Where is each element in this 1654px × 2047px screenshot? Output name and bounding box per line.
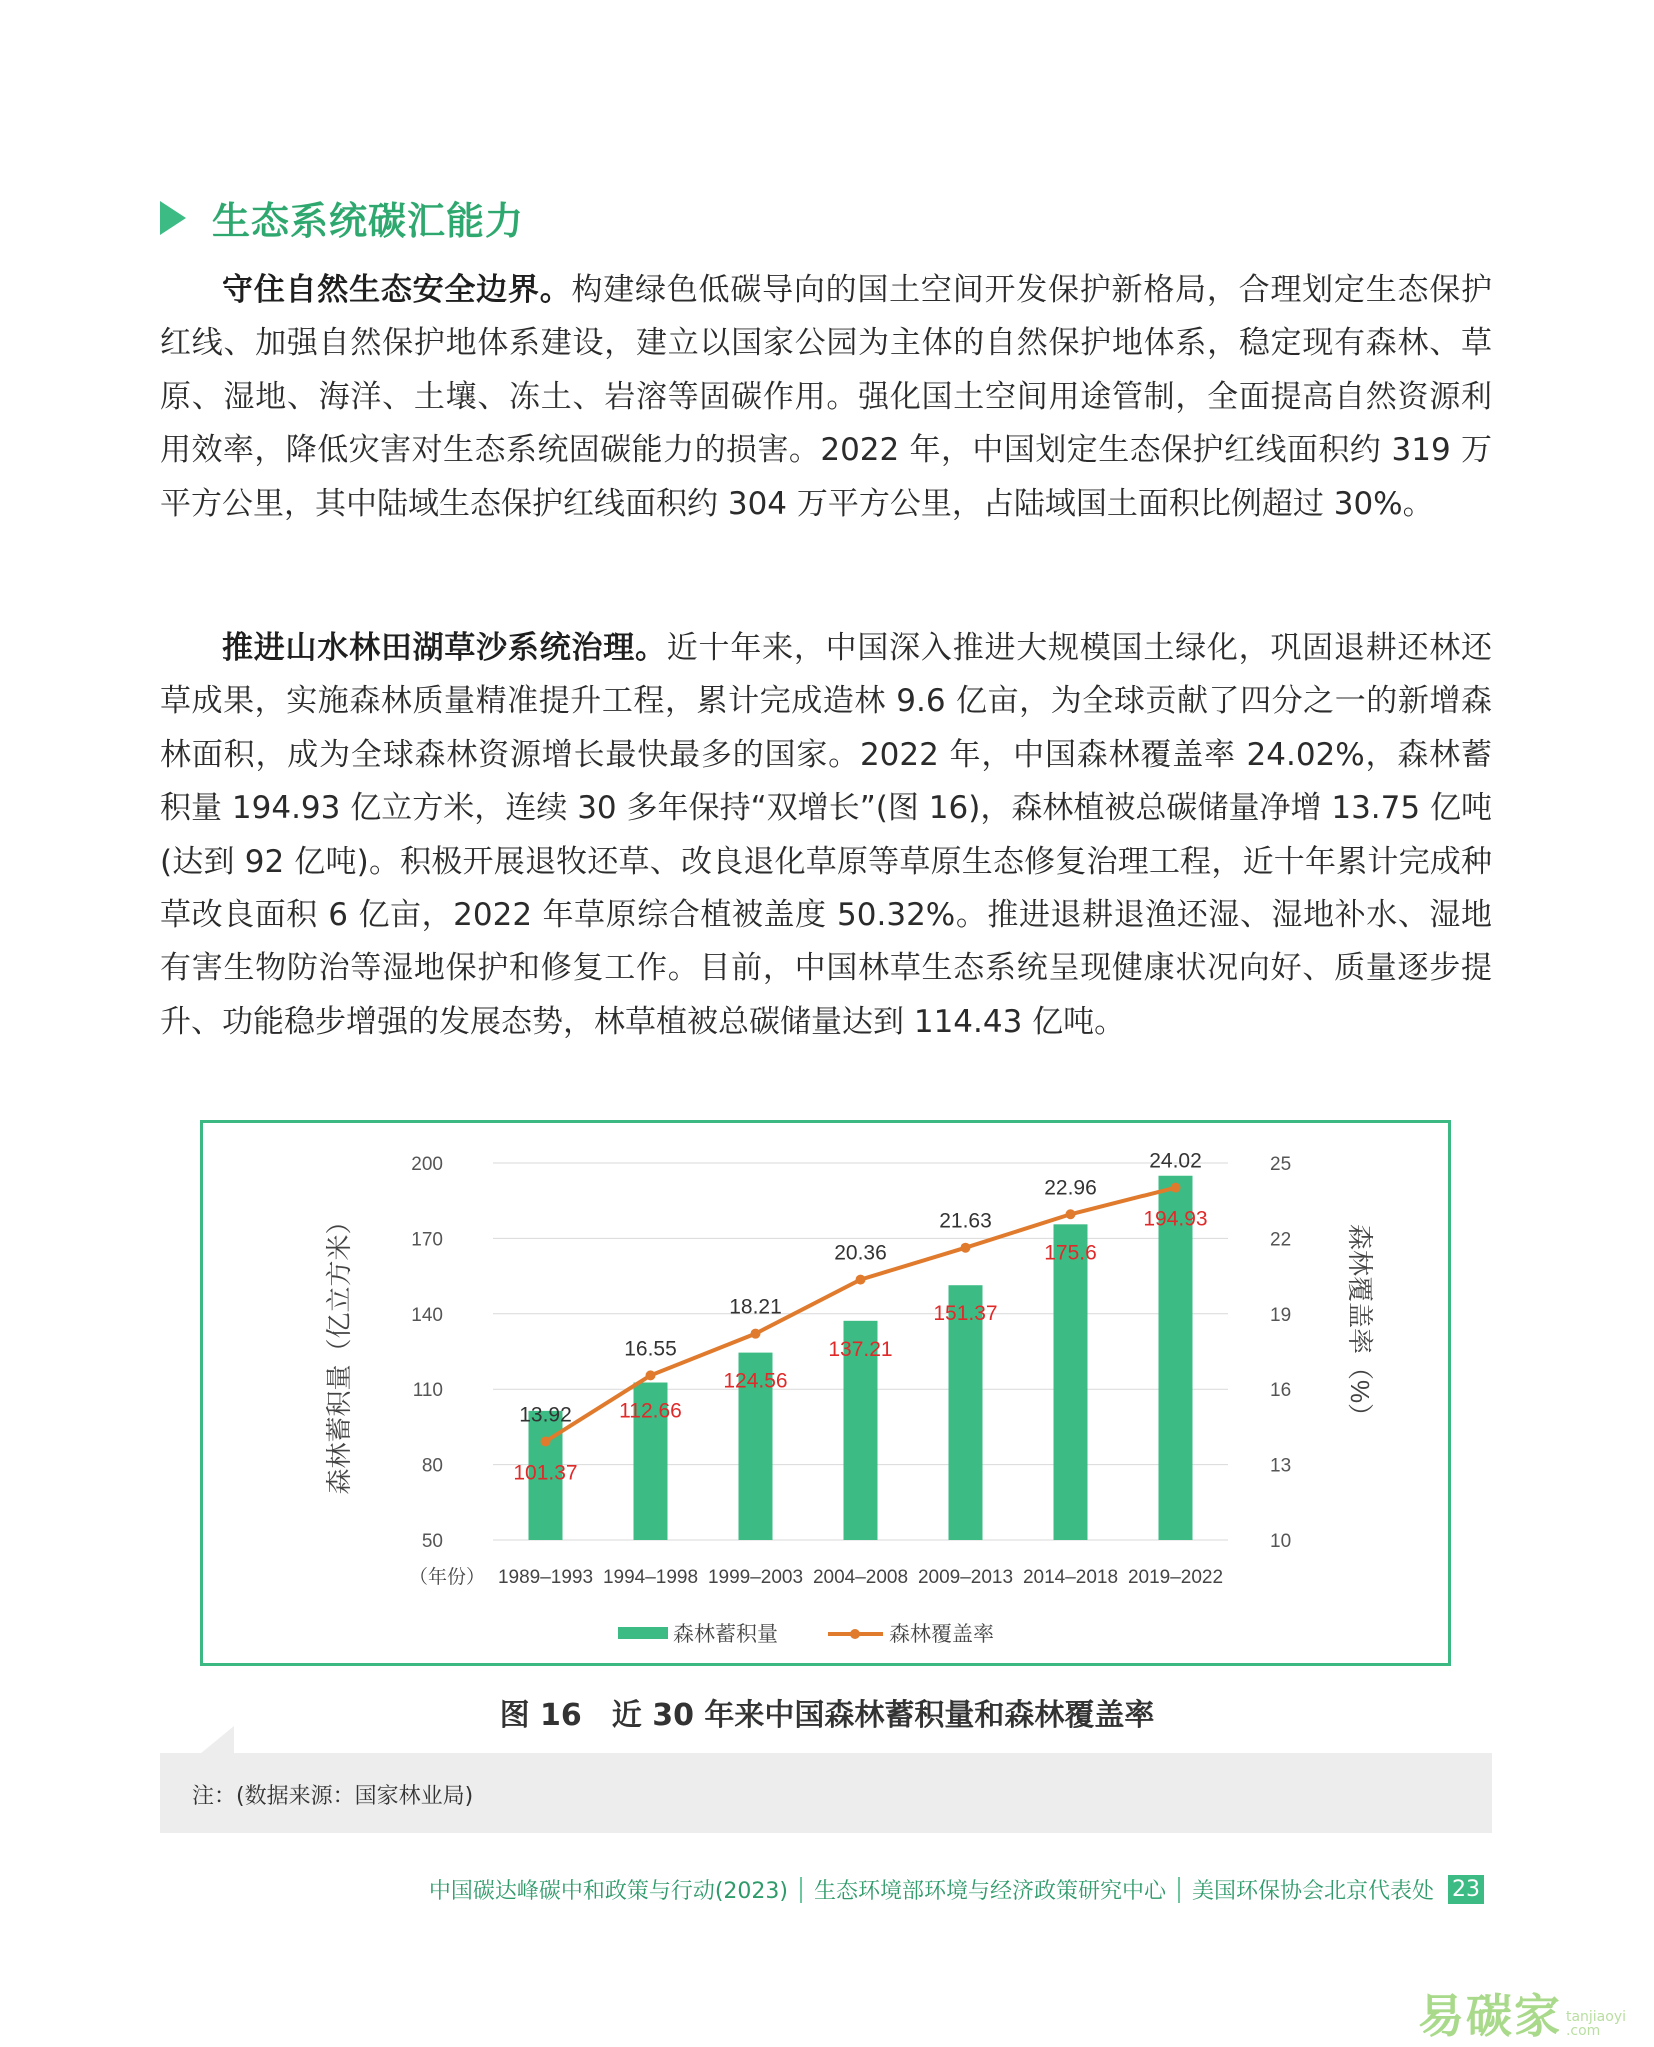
y-tick-label: 50 [421, 1531, 443, 1552]
y2-tick-label: 16 [1270, 1380, 1292, 1402]
chart-frame [200, 1120, 1451, 1666]
note-tab [200, 1726, 234, 1754]
y-tick-label: 140 [411, 1304, 443, 1326]
footer-publication: 中国碳达峰碳中和政策与行动(2023) [428, 1879, 788, 1904]
y2-tick-label: 10 [1270, 1531, 1292, 1552]
watermark-sub-line2: .com [1565, 2023, 1601, 2039]
line-data-label: 20.36 [834, 1241, 887, 1265]
paragraph-lead: 守住自然生态安全边界。 [222, 272, 572, 308]
line-data-label: 24.02 [1149, 1149, 1202, 1173]
x-tick-label: 2009–2013 [917, 1567, 1014, 1588]
line-data-label: 13.92 [519, 1403, 572, 1427]
section-heading [160, 190, 524, 245]
bar [1054, 1224, 1088, 1540]
y-tick-label: 200 [411, 1154, 443, 1175]
x-tick-label: 2004–2008 [812, 1567, 909, 1588]
line-point [1171, 1183, 1181, 1193]
x-tick-label: 2014–2018 [1022, 1567, 1119, 1588]
forest-chart [203, 1123, 1448, 1663]
line-data-label: 22.96 [1044, 1176, 1097, 1200]
footer-separator [800, 1877, 802, 1903]
line-point [541, 1436, 551, 1446]
line-point [1066, 1209, 1076, 1219]
line-point [646, 1370, 656, 1380]
line-data-label: 16.55 [624, 1337, 677, 1361]
figure-caption: 图 16 近 30 年来中国森林蓄积量和森林覆盖率 [499, 1698, 1155, 1733]
bar-data-label: 137.21 [828, 1337, 893, 1361]
page-footer [429, 1874, 1484, 1905]
x-tick-label: 1994–1998 [602, 1567, 699, 1588]
paragraph-text: 近十年来，中国深入推进大规模国土绿化，巩固退耕还林还草成果，实施森林质量精准提升工程，累计完成造林 9.6 亿亩，为全球贡献了四分之一的新增森林面积，成为全球森林资源增长最快最多的国家。2022 年，中国森林覆盖率 24.02%，森林蓄积量 194.93 亿立方米，连续 30 多年保持“双增长”(图 16)，森林植被总碳储量净增 13.75 亿吨(达到 92 亿吨)。积极开展退牧还草、改良退化草原等草原生态修复治理工程，近十年累计完成种草改良面积 6 亿亩，2022 年草原综合植被盖度 50.32%。推进退耕退渔还湿、湿地补水、湿地有害生物防治等湿地保护和修复工作。目前，中国林草生态系统呈现健康状况向好、质量逐步提升、功能稳步增强的发展态势，林草植被总碳储量达到 114.43 亿吨。 [160, 630, 1493, 1040]
y2-tick-label: 25 [1270, 1154, 1292, 1175]
bar-data-label: 151.37 [933, 1302, 998, 1326]
y2-axis-label: 森林覆盖率（%） [1345, 1223, 1375, 1430]
note-text: 注：(数据来源：国家林业局) [192, 1784, 474, 1809]
legend-swatch-bar [618, 1627, 668, 1639]
line-data-label: 18.21 [729, 1295, 782, 1319]
page-number: 23 [1448, 1875, 1484, 1904]
watermark-main: 易碳家 [1417, 1989, 1562, 2043]
line-point [751, 1329, 761, 1339]
x-tick-label: 1999–2003 [707, 1567, 804, 1588]
y-tick-label: 80 [421, 1455, 443, 1477]
x-tick-label: 2019–2022 [1127, 1567, 1224, 1588]
line-point [856, 1275, 866, 1285]
line-data-label: 21.63 [939, 1209, 992, 1233]
paragraph-system-governance [160, 622, 1492, 1049]
watermark-logo [1418, 1980, 1626, 2046]
y2-tick-label: 19 [1270, 1304, 1292, 1326]
note-box [160, 1753, 1492, 1833]
bar-data-label: 175.6 [1044, 1241, 1097, 1265]
footer-office: 美国环保协会北京代表处 [1191, 1879, 1434, 1904]
watermark-sub-line1: tanjiaoyi [1565, 2009, 1626, 2025]
triangle-bullet-icon [160, 201, 186, 235]
paragraph-text: 构建绿色低碳导向的国土空间开发保护新格局，合理划定生态保护红线、加强自然保护地体系建设，建立以国家公园为主体的自然保护地体系，稳定现有森林、草原、湿地、海洋、土壤、冻土、岩溶等固碳作用。强化国土空间用途管制，全面提高自然资源利用效率，降低灾害对生态系统固碳能力的损害。2022 年，中国划定生态保护红线面积约 319 万平方公里，其中陆域生态保护红线面积约 304 万平方公里，占陆域国土面积比例超过 30%。 [160, 272, 1493, 522]
y-axis-label: 森林蓄积量（亿立方米） [324, 1208, 354, 1495]
y2-tick-label: 22 [1270, 1229, 1292, 1251]
x-axis-prefix: （年份） [408, 1567, 485, 1588]
x-tick-label: 1989–1993 [497, 1567, 594, 1588]
watermark-sub [1566, 2010, 1626, 2038]
bar-data-label: 101.37 [513, 1461, 578, 1485]
y-tick-label: 170 [411, 1229, 443, 1251]
paragraph-ecological-boundary [160, 264, 1492, 531]
y-tick-label: 110 [412, 1380, 443, 1402]
section-title: 生态系统碳汇能力 [212, 199, 525, 243]
bar-data-label: 194.93 [1143, 1207, 1208, 1231]
legend-swatch-point [850, 1629, 860, 1639]
y2-tick-label: 13 [1270, 1455, 1292, 1477]
footer-separator [1178, 1877, 1180, 1903]
footer-institution: 生态环境部环境与经济政策研究中心 [813, 1879, 1166, 1904]
paragraph-lead: 推进山水林田湖草沙系统治理。 [222, 630, 667, 666]
bar-data-label: 124.56 [723, 1369, 788, 1393]
line-point [961, 1243, 971, 1253]
bar-data-label: 112.66 [619, 1399, 682, 1423]
legend-label-bar: 森林蓄积量 [673, 1623, 778, 1646]
legend-label-line: 森林覆盖率 [889, 1623, 994, 1646]
